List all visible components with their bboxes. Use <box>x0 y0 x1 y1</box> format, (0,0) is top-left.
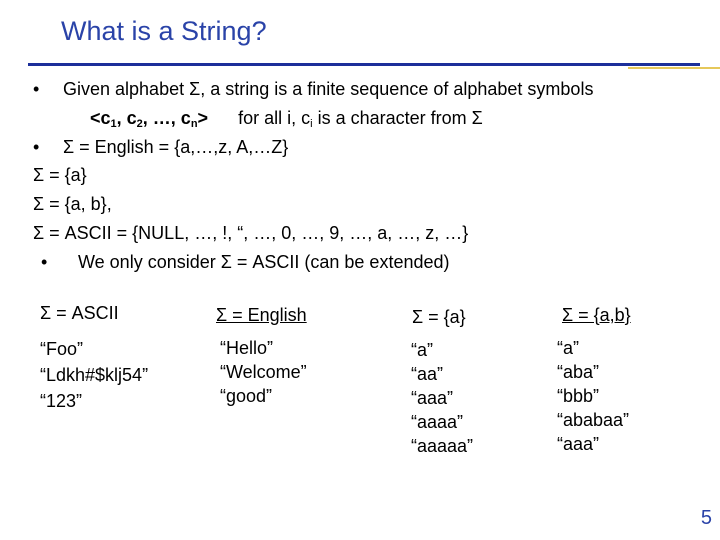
column-header-a: Σ = {a} <box>412 307 466 327</box>
list-item: “aaa” <box>411 388 454 408</box>
ascii-note-text: We only consider Σ = ASCII (can be extended) <box>78 252 450 272</box>
column-ascii-examples <box>40 336 148 414</box>
definition-text: Given alphabet Σ, a string is a finite sequence of alphabet symbols <box>63 79 594 99</box>
list-item: “Ldkh#$klj54” <box>40 365 149 385</box>
bullet-marker: • <box>33 79 40 99</box>
english-alphabet-text: Σ = English = {a,…,z, A,…Z} <box>63 137 289 157</box>
alphabet-ab-text: Σ = {a, b}, <box>33 194 112 214</box>
column-a-examples <box>411 338 473 458</box>
bullet-marker: • <box>41 252 48 272</box>
bullet-marker: • <box>33 137 40 157</box>
list-item: “aa” <box>411 364 444 384</box>
alphabet-a-text: Σ = {a} <box>33 165 87 185</box>
slide-title: What is a String? <box>61 16 267 46</box>
list-item: “bbb” <box>557 386 600 406</box>
accent-divider <box>628 67 720 69</box>
list-item: “a” <box>557 338 579 358</box>
column-ab-examples <box>557 336 629 456</box>
list-item: “Welcome” <box>220 362 307 382</box>
list-item: “a” <box>411 340 433 360</box>
column-header-english: Σ = English <box>216 305 307 325</box>
column-header-ab: Σ = {a,b} <box>562 305 631 325</box>
column-english-examples <box>220 336 307 408</box>
sequence-condition: for all i, $c_i$ is a character from Σ <box>238 108 483 130</box>
ascii-alphabet-text: Σ = ASCII = {NULL, …, !, “, …, 0, …, 9, …, a, …, z, …} <box>33 223 469 243</box>
column-header-ascii: Σ = ASCII <box>40 303 119 323</box>
list-item: “Hello” <box>220 338 274 358</box>
list-item: “ababaa” <box>557 410 630 430</box>
title-divider <box>28 63 700 66</box>
sequence-line <box>90 107 483 135</box>
list-item: “Foo” <box>40 339 84 359</box>
list-item: “good” <box>220 386 273 406</box>
list-item: “123” <box>40 391 83 411</box>
page-number: 5 <box>700 507 712 529</box>
list-item: “aaa” <box>557 434 600 454</box>
sequence-notation: $<c_1$, $c_2$, …, $c_n>$ <box>90 108 209 130</box>
list-item: “aaaaa” <box>411 436 474 456</box>
list-item: “aba” <box>557 362 600 382</box>
list-item: “aaaa” <box>411 412 464 432</box>
